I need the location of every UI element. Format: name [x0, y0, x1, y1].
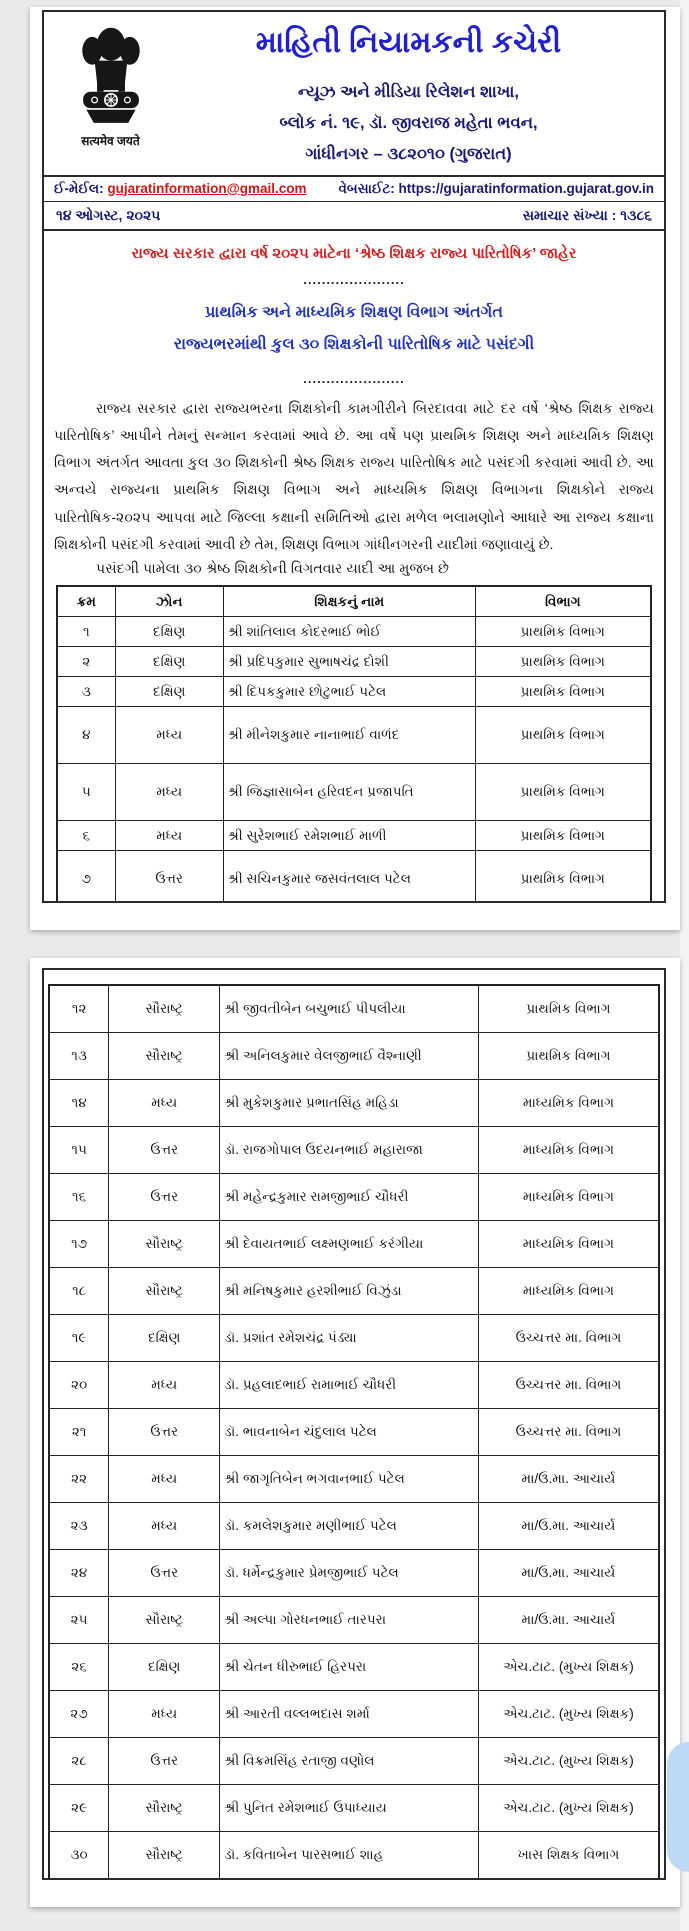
cell-name: શ્રી દેવાયતભાઈ લક્ષ્મણભાઈ કરંગીયા [220, 1221, 479, 1268]
cell-name: શ્રી મુકેશકુમાર પ્રભાતસિંહ મહિડા [220, 1080, 479, 1127]
cell-zone: સૌરાષ્ટ્ર [109, 1832, 220, 1880]
cell-name: ડૉ. કવિતાબેન પારસભાઈ શાહ [220, 1832, 479, 1880]
cell-division: પ્રાથમિક વિભાગ [475, 821, 651, 851]
col-header-division: વિભાગ [475, 586, 651, 617]
cell-no: ૧૮ [49, 1268, 109, 1315]
cell-no: ૧૬ [49, 1174, 109, 1221]
cell-zone: મધ્ય [109, 1362, 220, 1409]
website-group [338, 181, 654, 197]
cell-no: ૩ [57, 677, 115, 707]
table-row [57, 617, 651, 647]
cell-no: ૧૨ [49, 985, 109, 1033]
award-table-page2 [48, 984, 660, 1880]
cell-no: ૧૩ [49, 1033, 109, 1080]
cell-no: ૨૭ [49, 1691, 109, 1738]
cell-division: મા/ઉ.મા. આચાર્ય [478, 1503, 659, 1550]
cell-no: ૬ [57, 821, 115, 851]
cell-no: ૨૧ [49, 1409, 109, 1456]
cell-zone: સૌરાષ્ટ્ર [109, 985, 220, 1033]
cell-name: શ્રી જીવતીબેન બચુભાઈ પીપલીયા [220, 985, 479, 1033]
email-group [54, 181, 307, 197]
cell-division: પ્રાથમિક વિભાગ [475, 851, 651, 903]
website-label: વેબસાઈટ: [338, 180, 395, 196]
letterhead [44, 12, 664, 175]
cell-name: શ્રી અનિલકુમાર વેલજીભાઈ વૈશ્નાણી [220, 1033, 479, 1080]
table-row [49, 1550, 659, 1597]
cell-name: શ્રી વિક્રમસિંહ રતાજી વણોલ [220, 1738, 479, 1785]
cell-zone: સૌરાષ્ટ્ર [109, 1597, 220, 1644]
cell-division: ઉચ્ચત્તર મા. વિભાગ [478, 1362, 659, 1409]
cell-no: ૨૪ [49, 1550, 109, 1597]
cell-no: ૧૯ [49, 1315, 109, 1362]
emblem [58, 22, 163, 149]
cell-zone: ઉત્તર [109, 1127, 220, 1174]
dept-line-1: ન્યૂઝ અને મીડિયા રિલેશન શાખા, [298, 82, 519, 101]
cell-name: શ્રી પુનિત રમેશભાઈ ઉપાધ્યાય [220, 1785, 479, 1832]
table-row [49, 1127, 659, 1174]
headline: રાજ્ય સરકાર દ્વારા વર્ષ ૨૦૨૫ માટેના ‘શ્રેષ્ઠ શિક્ષક રાજ્ય પારિતોષિક’ જાહેર [131, 244, 577, 262]
table-row [49, 985, 659, 1033]
cell-no: ૧૪ [49, 1080, 109, 1127]
cell-no: ૨૨ [49, 1456, 109, 1503]
cell-name: ડૉ. પ્રશાંત રમેશચંદ્ર પંડ્યા [220, 1315, 479, 1362]
table-row [49, 1409, 659, 1456]
ashoka-emblem-icon [70, 24, 152, 130]
cell-division: મા/ઉ.મા. આચાર્ય [478, 1550, 659, 1597]
cell-zone: દક્ષિણ [115, 647, 223, 677]
cell-no: ૨૩ [49, 1503, 109, 1550]
cell-division: માધ્યમિક વિભાગ [478, 1174, 659, 1221]
scrollbar-track[interactable] [680, 0, 689, 1931]
cell-name: શ્રી જાગૃતિબેન ભગવાનભાઈ પટેલ [220, 1456, 479, 1503]
cell-no: ૩૦ [49, 1832, 109, 1880]
col-header-zone: ઝોન [115, 586, 223, 617]
cell-name: શ્રી મીનેશકુમાર નાનાભાઈ વાળંદ [223, 707, 475, 764]
table-row [49, 1644, 659, 1691]
cell-zone: ઉત્તર [109, 1409, 220, 1456]
cell-zone: સૌરાષ્ટ્ર [109, 1033, 220, 1080]
col-header-no: ક્રમ [57, 586, 115, 617]
cell-name: શ્રી મનિષકુમાર હરશીભાઈ વિઝુંડા [220, 1268, 479, 1315]
cell-zone: દક્ષિણ [109, 1315, 220, 1362]
cell-zone: દક્ષિણ [115, 617, 223, 647]
cell-no: ૭ [57, 851, 115, 903]
cell-zone: ઉત્તર [109, 1174, 220, 1221]
cell-name: ડૉ. કમલેશકુમાર મણીભાઈ પટેલ [220, 1503, 479, 1550]
cell-division: પ્રાથમિક વિભાગ [475, 764, 651, 821]
table-row [49, 1503, 659, 1550]
cell-zone: દક્ષિણ [115, 677, 223, 707]
cell-name: ડૉ. પ્રહલાદભાઈ રામાભાઈ ચૌધરી [220, 1362, 479, 1409]
table-row [49, 1268, 659, 1315]
cell-zone: ઉત્તર [109, 1738, 220, 1785]
table-row [49, 1832, 659, 1880]
cell-name: ડૉ. રાજગોપાલ ઉદયનભાઈ મહારાજા [220, 1127, 479, 1174]
cell-division: માધ્યમિક વિભાગ [478, 1080, 659, 1127]
cell-zone: ઉત્તર [115, 851, 223, 903]
cell-no: ૨૫ [49, 1597, 109, 1644]
cell-zone: મધ્ય [115, 707, 223, 764]
cell-division: માધ્યમિક વિભાગ [478, 1268, 659, 1315]
cell-name: શ્રી દિપકકુમાર છોટુભાઈ પટેલ [223, 677, 475, 707]
cell-division: ખાસ શિક્ષક વિભાગ [478, 1832, 659, 1880]
cell-division: માધ્યમિક વિભાગ [478, 1127, 659, 1174]
table-row [57, 647, 651, 677]
table-row [49, 1315, 659, 1362]
page2-content-frame [42, 968, 666, 1880]
award-table-page1 [56, 585, 652, 903]
cell-name: ડૉ. ભાવનાબેન ચંદુલાલ પટેલ [220, 1409, 479, 1456]
table-row [49, 1174, 659, 1221]
page1-content-frame [42, 10, 666, 903]
cell-division: મા/ઉ.મા. આચાર્ય [478, 1597, 659, 1644]
table-row [49, 1597, 659, 1644]
cell-division: પ્રાથમિક વિભાગ [475, 677, 651, 707]
cell-no: ૧ [57, 617, 115, 647]
cell-zone: મધ્ય [109, 1456, 220, 1503]
cell-no: ૧૫ [49, 1127, 109, 1174]
table-row [49, 1785, 659, 1832]
cell-zone: મધ્ય [115, 764, 223, 821]
cell-zone: મધ્ય [109, 1503, 220, 1550]
cell-division: એચ.ટાટ. (મુખ્ય શિક્ષક) [478, 1644, 659, 1691]
dateline-row [44, 202, 664, 231]
cell-name: શ્રી ચેતન ધીરુભાઈ હિરપરા [220, 1644, 479, 1691]
cell-no: ૨ [57, 647, 115, 677]
cell-zone: દક્ષિણ [109, 1644, 220, 1691]
cell-division: ઉચ્ચત્તર મા. વિભાગ [478, 1315, 659, 1362]
letterhead-titles [163, 22, 654, 171]
cell-division: પ્રાથમિક વિભાગ [475, 617, 651, 647]
cell-division: માધ્યમિક વિભાગ [478, 1221, 659, 1268]
cell-name: ડૉ. ધર્મેન્દ્રકુમાર પ્રેમજીભાઈ પટેલ [220, 1550, 479, 1597]
cell-name: શ્રી સુરેશભાઈ રમેશભાઈ માળી [223, 821, 475, 851]
table-row [49, 1738, 659, 1785]
table-row [57, 851, 651, 903]
table-row [49, 1691, 659, 1738]
body-paragraph: રાજ્ય સરકાર દ્વારા રાજ્યભરના શિક્ષકોની કામગીરીને બિરદાવવા માટે દર વર્ષે ‘શ્રેષ્ઠ શિક્ષક રાજ્ય પારિતોષિક’ આપીને તેમનું સન્માન કરવામાં આવે છે. આ વર્ષે પણ પ્રાથમિક શિક્ષણ અને માધ્યમિક શિક્ષણ વિભાગ અંતર્ગત આવતા કુલ ૩૦ શિક્ષકોની શ્રેષ્ઠ શિક્ષક રાજ્ય પારિતોષિક માટે પસંદગી કરવામાં આવી છે. આ અન્વયે રાજ્યના પ્રાથમિક શિક્ષણ વિભાગ અને માધ્યમિક શિક્ષણ વિભાગના શિક્ષકોને રાજ્ય પારિતોષિક-૨૦૨૫ આપવા માટે જિલ્લા કક્ષાની સમિતિઓ દ્વારા મળેલ ભલામણોને આધારે આ રાજ્ય કક્ષાના શિક્ષકોની પસંદગી કરવામાં આવી છે તેમ, શિક્ષણ વિભાગ ગાંધીનગરની યાદીમાં જણાવાયું છે. [54, 400, 654, 553]
table-row [57, 677, 651, 707]
contact-row [44, 177, 664, 202]
cell-name: શ્રી જિજ્ઞાસાબેન હરિવદન પ્રજાપતિ [223, 764, 475, 821]
divider-dots-2: ...................... [303, 370, 405, 386]
cell-name: શ્રી મહેન્દ્રકુમાર રામજીભાઈ ચૌધરી [220, 1174, 479, 1221]
cell-division: એચ.ટાટ. (મુખ્ય શિક્ષક) [478, 1738, 659, 1785]
cell-division: એચ.ટાટ. (મુખ્ય શિક્ષક) [478, 1785, 659, 1832]
cell-name: શ્રી આરતી વલ્લભદાસ શર્મા [220, 1691, 479, 1738]
cell-division: પ્રાથમિક વિભાગ [478, 985, 659, 1033]
table-header-row [57, 586, 651, 617]
cell-no: ૨૬ [49, 1644, 109, 1691]
cell-no: ૪ [57, 707, 115, 764]
website-link[interactable]: https://gujaratinformation.gujarat.gov.in [398, 180, 654, 196]
dept-line-2: બ્લોક નં. ૧૯, ડૉ. જીવરાજ મહેતા ભવન, [279, 113, 538, 132]
table-row [57, 707, 651, 764]
release-date: ૧૪ ઓગસ્ટ, ૨૦૨૫ [56, 206, 161, 223]
cell-no: ૧૭ [49, 1221, 109, 1268]
dept-line-3: ગાંધીનગર – ૩૮૨૦૧૦ (ગુજરાત) [305, 145, 512, 164]
cell-division: પ્રાથમિક વિભાગ [475, 707, 651, 764]
table-row [49, 1362, 659, 1409]
cell-division: પ્રાથમિક વિભાગ [478, 1033, 659, 1080]
cell-name: શ્રી અલ્પા ગોરધનભાઈ તારપરા [220, 1597, 479, 1644]
cell-name: શ્રી સચિનકુમાર જસવંતલાલ પટેલ [223, 851, 475, 903]
table-row [49, 1456, 659, 1503]
email-link[interactable]: gujaratinformation@gmail.com [107, 180, 307, 196]
cell-no: ૨૮ [49, 1738, 109, 1785]
cell-no: ૫ [57, 764, 115, 821]
email-label: ઈ-મેઈલ: [54, 180, 104, 196]
cell-no: ૨૯ [49, 1785, 109, 1832]
cell-zone: મધ્ય [115, 821, 223, 851]
cell-zone: ઉત્તર [109, 1550, 220, 1597]
list-intro: પસંદગી પામેલા ૩૦ શ્રેષ્ઠ શિક્ષકોની વિગતવાર યાદી આ મુજબ છે [96, 561, 450, 578]
news-number: સમાચાર સંખ્યા : ૧૩૮૬ [522, 206, 652, 223]
document-page-1 [30, 7, 680, 930]
table-row [49, 1221, 659, 1268]
table-row [49, 1080, 659, 1127]
cell-zone: મધ્ય [109, 1080, 220, 1127]
office-title: માહિતી નિયામકની કચેરી [255, 26, 562, 59]
cell-name: શ્રી શાંતિલાલ કોદરભાઈ ભોઈ [223, 617, 475, 647]
col-header-name: શિક્ષકનું નામ [223, 586, 475, 617]
divider-dots-1: ...................... [303, 271, 405, 287]
subhead-1: પ્રાથમિક અને માધ્યમિક શિક્ષણ વિભાગ અંતર્ગત [205, 303, 503, 321]
cell-zone: મધ્ય [109, 1691, 220, 1738]
table-row [49, 1033, 659, 1080]
table-row [57, 764, 651, 821]
subhead-2: રાજ્યભરમાંથી કુલ ૩૦ શિક્ષકોની પારિતોષિક માટે પસંદગી [173, 335, 535, 353]
cell-zone: સૌરાષ્ટ્ર [109, 1785, 220, 1832]
cell-division: પ્રાથમિક વિભાગ [475, 647, 651, 677]
cell-no: ૨૦ [49, 1362, 109, 1409]
cell-zone: સૌરાષ્ટ્ર [109, 1221, 220, 1268]
cell-division: એચ.ટાટ. (મુખ્ય શિક્ષક) [478, 1691, 659, 1738]
floating-panel-handle[interactable] [667, 1742, 689, 1872]
release-body [44, 231, 664, 903]
cell-name: શ્રી પ્રદિપકુમાર સુભાષચંદ્ર દોશી [223, 647, 475, 677]
cell-division: ઉચ્ચત્તર મા. વિભાગ [478, 1409, 659, 1456]
cell-division: મા/ઉ.મા. આચાર્ય [478, 1456, 659, 1503]
document-page-2 [30, 958, 680, 1907]
emblem-caption: सत्यमेव जयते [81, 134, 140, 148]
table-row [57, 821, 651, 851]
cell-zone: સૌરાષ્ટ્ર [109, 1268, 220, 1315]
